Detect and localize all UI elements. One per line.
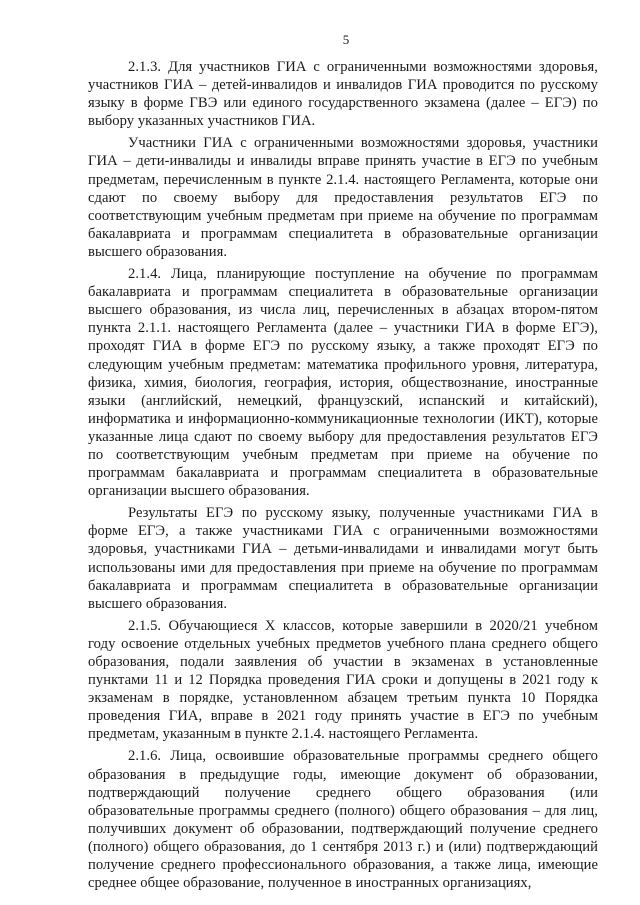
paragraph-2-1-5: 2.1.5. Обучающиеся X классов, которые завершили в 2020/21 учебном году освоение отдельных учебных предметов учебного плана среднего общего образования, подали заявления об участии в экзаменах в установленные пунктами 11 и 12 Порядка проведения ГИА сроки и допущены в 2021 году к экзаменам в порядке, установленном абзацем третьим пункта 10 Порядка проведения ГИА, вправе в 2021 году принять участие в ЕГЭ по учебным предметам, указанным в пункте 2.1.4. настоящего Регламента. <box>88 617 598 743</box>
page-number: 5 <box>342 32 350 47</box>
paragraph-2-1-4: 2.1.4. Лица, планирующие поступление на обучение по программам бакалавриата и программам специалитета в образовательные организации высшего образования, из числа лиц, перечисленных в абзацах втором-пятом пункта 2.1.1. настоящего Регламента (далее – участники ГИА в форме ЕГЭ), проходят ГИА в форме ЕГЭ по русскому языку, а также проходят ЕГЭ по следующим учебным предметам: математика профильного уровня, литература, физика, химия, биология, география, история, обществознание, иностранные языки (английский, немецкий, французский, испанский и китайский), информатика и информационно-коммуникационные технологии (ИКТ), которые указанные лица сдают по своему выбору для предоставления результатов ЕГЭ по соответствующим учебным предметам при приеме на обучение по программам бакалавриата и программам специалитета в образовательные организации высшего образования. <box>88 266 598 500</box>
paragraph-2-1-3: 2.1.3. Для участников ГИА с ограниченными возможностями здоровья, участников ГИА – детей-инвалидов и инвалидов ГИА проводится по русскому языку в форме ГВЭ или единого государственного экзамена (далее – ЕГЭ) по выбору указанных участников ГИА. <box>88 59 598 130</box>
paragraph-participants-limited-health: Участники ГИА с ограниченными возможностями здоровья, участники ГИА – дети-инвалиды и инвалиды вправе принять участие в ЕГЭ по учебным предметам, перечисленным в пункте 2.1.4. настоящего Регламента, которые они сдают по своему выбору для предоставления результатов ЕГЭ по соответствующим учебным предметам при приеме на обучение по программам бакалавриата и программам специалитета в образовательные организации высшего образования. <box>88 135 598 260</box>
paragraph-2-1-6: 2.1.6. Лица, освоившие образовательные программы среднего общего образования в предыдущие годы, имеющие документ об образовании, подтверждающий получение среднего общего образования (или образовательные программы среднего (полного) общего образования – для лиц, получивших документ об образовании, подтверждающий получение среднего (полного) общего образования, до 1 сентября 2013 г.) и (или) подтверждающий получение среднего профессионального образования, а также лица, имеющие среднее общее образование, полученное в иностранных организациях, <box>88 748 598 892</box>
paragraph-russian-results: Результаты ЕГЭ по русскому языку, полученные участниками ГИА в форме ЕГЭ, а также участниками ГИА с ограниченными возможностями здоровья, участниками ГИА – детьми-инвалидами и инвалидами могут быть использованы ими для предоставления при приеме на обучение по программам бакалавриата и программам специалитета в образовательные организации высшего образования. <box>88 505 598 612</box>
